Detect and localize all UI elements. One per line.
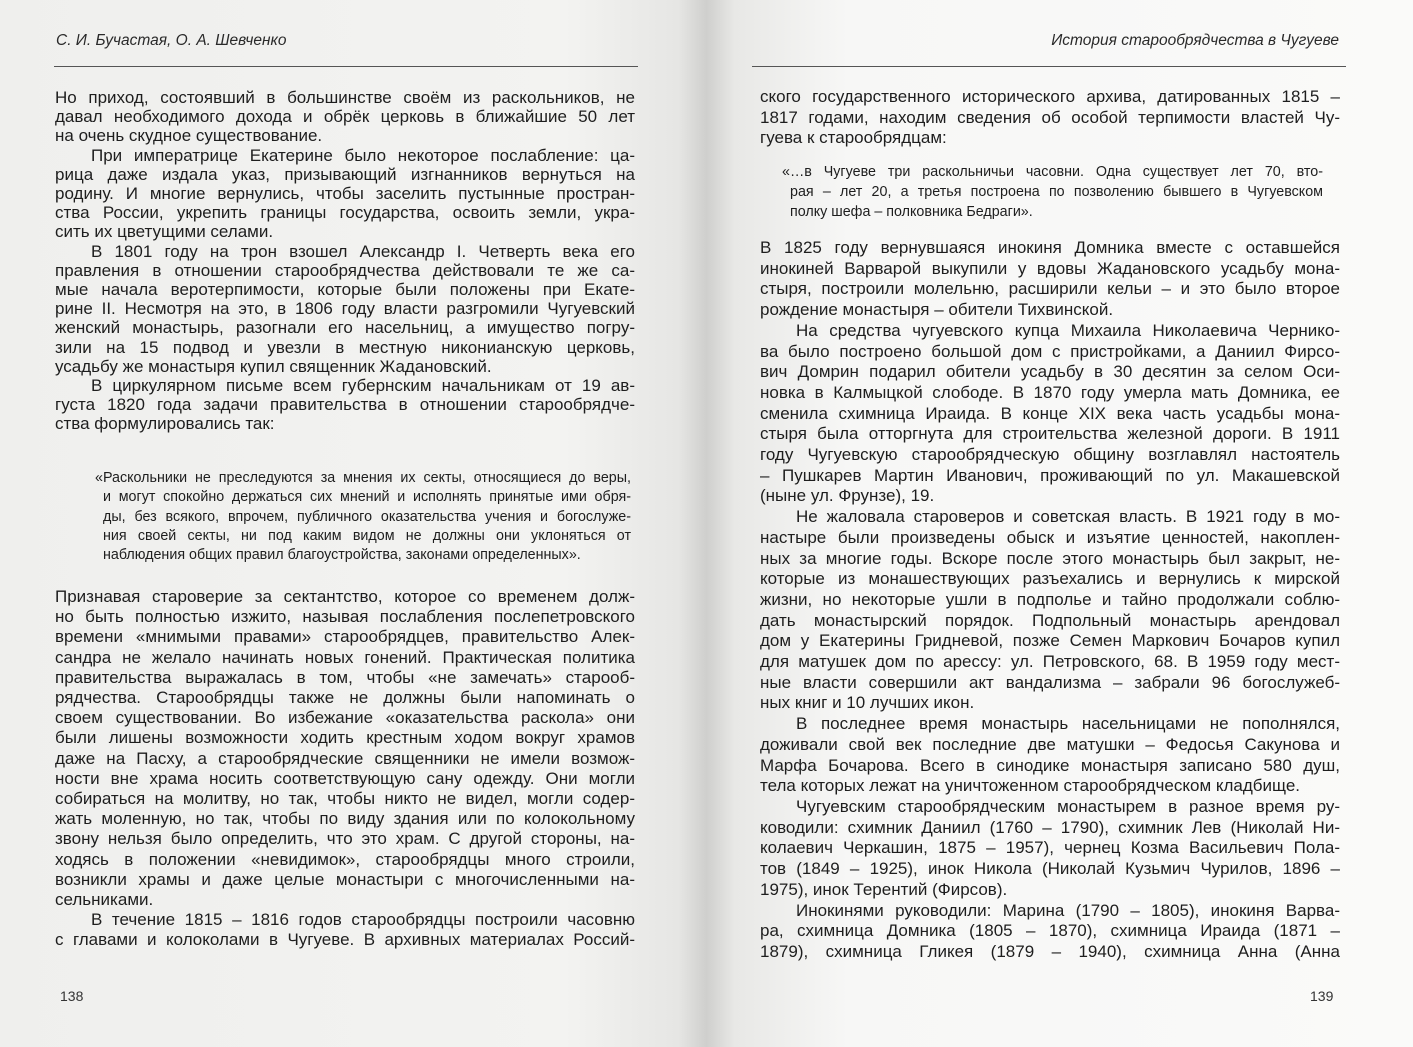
text-line: 1817 годами, находим сведения об особой терпимости властей Чу- xyxy=(760,107,1340,127)
left-quote xyxy=(95,469,631,565)
text-line: дать монастырский порядок. Подпольный монастырь арендовал xyxy=(760,610,1340,630)
text-line: звону нельзя было определить, что это храм. С другой стороны, на- xyxy=(55,829,635,849)
text-line: рая – лет 20, а третья построена по позволению бывшего в Чугуевском xyxy=(790,184,1323,200)
right-body-top xyxy=(760,87,1340,149)
text-line: «Раскольники не преследуются за мнения их секты, относящиеся до веры, xyxy=(95,470,631,486)
paragraph xyxy=(760,87,1340,149)
paragraph xyxy=(55,88,635,146)
right-quote xyxy=(782,162,1323,222)
text-line: мые начала веротерпимости, которые были положены при Екате- xyxy=(55,280,635,300)
text-line: были лишены возможности ходить крестным ходом вокруг храмов xyxy=(55,728,635,748)
text-line: вич Домрин подарил обители усадьбу в 30 десятин за селом Оси- xyxy=(760,362,1340,382)
header-rule xyxy=(54,66,638,67)
paragraph xyxy=(55,242,635,376)
text-line: гуева к старообрядцам: xyxy=(760,128,947,147)
text-line: усадьбу же монастыря купил священник Жадановский. xyxy=(55,356,492,376)
paragraph xyxy=(760,507,1340,714)
paragraph xyxy=(55,146,635,242)
text-line: Чугуевским старообрядческим монастырем в разное время ру- xyxy=(796,796,1340,816)
text-line: ных за многие годы. Вскоре после этого монастырь был закрыт, не- xyxy=(760,548,1340,568)
text-line: 1975), инок Терентий (Фирсов). xyxy=(760,879,1008,899)
paragraph xyxy=(760,797,1340,901)
text-line: на очень скудное существование. xyxy=(55,126,323,146)
text-line: ра, схимница Домника (1805 – 1870), схимница Ираида (1871 – xyxy=(760,921,1340,941)
paragraph xyxy=(760,321,1340,507)
text-line: ные власти совершили акт вандализма – забрали 96 богослужеб- xyxy=(760,672,1340,692)
text-line: В 1801 году на трон взошел Александр I. Четверть века его xyxy=(91,241,635,261)
text-line: правительства выражалась в том, чтобы «не замечать» старооб- xyxy=(55,667,635,687)
text-line: Не жаловала староверов и советская власть. В 1921 году в мо- xyxy=(796,507,1340,527)
header-rule xyxy=(752,66,1346,67)
quotation xyxy=(95,469,631,565)
text-line: рица даже издала указ, призывающий изгнанников вернуться на xyxy=(55,164,635,184)
paragraph xyxy=(55,376,635,434)
text-line: но быть полностью изжито, называя послабления послепетровского xyxy=(55,607,635,627)
text-line: ния своей секты, ни под каким видом не должны они уклоняться от xyxy=(103,527,631,544)
text-line: стыря, построили молельню, расширили кельи – и это было второе xyxy=(760,279,1340,299)
text-line: родину. И многие вернулись, чтобы заселить пустынные простран- xyxy=(55,184,635,204)
text-line: рождение монастыря – обители Тихвинской. xyxy=(760,300,1114,320)
text-line: своем существовании. Во избежание «оказательства раскола» они xyxy=(55,708,635,728)
text-line: (ныне ул. Фрунзе), 19. xyxy=(760,486,935,506)
text-line: новка в Калмыцкой слободе. В 1870 году умерла мать Домника, ее xyxy=(760,382,1340,402)
text-line: рядчества. Старообрядцы также не должны были напоминать о xyxy=(55,688,635,708)
right-page-number: 139 xyxy=(1310,988,1334,1004)
paragraph xyxy=(55,587,635,910)
text-line: сменила схимница Ираида. В конце XIX века часть усадьбы мона- xyxy=(760,403,1340,423)
text-line: При императрице Екатерине было некоторое послабление: ца- xyxy=(91,145,635,165)
text-line: колаевич Черкашин, 1875 – 1957), чернец Козма Васильевич Пола- xyxy=(760,838,1340,858)
text-line: ходясь в положении «невидимок», старообрядцы много строили, xyxy=(55,849,635,869)
text-line: ства формулировались так: xyxy=(55,414,275,434)
text-line: ды, без всякого, впрочем, публичного оказательства учения и богослуже- xyxy=(103,508,631,525)
text-line: полку шефа – полковника Бедраги». xyxy=(790,204,1033,220)
text-line: времени «мнимыми правами» старообрядцев, правительство Алек- xyxy=(55,627,635,647)
text-line: Марфа Бочарова. Всего в синодике монастыря записано 580 душ, xyxy=(760,755,1340,775)
text-line: тов (1849 – 1925), инок Никола (Николай Кузьмич Чурилов, 1896 – xyxy=(760,859,1340,879)
text-line: ства России, укрепить границы государства, освоить земли, укра- xyxy=(55,203,635,223)
right-running-head: История старообрядчества в Чугуеве xyxy=(1051,32,1339,49)
text-line: Признавая староверие за сектантство, которое со временем долж- xyxy=(55,587,635,606)
text-line: возникли храмы и даже целые монастыри с многочисленными на- xyxy=(55,869,635,889)
text-line: правления в отношении старообрядчества действовали те же са- xyxy=(55,260,635,280)
text-line: ского государственного исторического архива, датированных 1815 – xyxy=(760,87,1340,106)
text-line: году Чугуевскую старообрядческую общину возглавлял настоятель xyxy=(760,445,1340,465)
paragraph xyxy=(55,910,635,950)
text-line: ности вне храма носить соответствующую сану одежду. Они могли xyxy=(55,768,635,788)
text-line: Инокинями руководили: Марина (1790 – 1805), инокиня Варва- xyxy=(796,900,1340,920)
text-line: наблюдения общих правил благоустройства, законами определенных». xyxy=(103,547,581,564)
text-line: даже на Пасху, а старообрядческие священники не имели возмож- xyxy=(55,748,635,768)
text-line: настыре были произведены обыск и изъятие ценностей, накоплен- xyxy=(760,527,1340,547)
text-line: женский монастырь, разогнали его насельниц, а имущество погру- xyxy=(55,318,635,338)
text-line: жизни, но некоторые ушли в подполье и тайно продолжали соблю- xyxy=(760,589,1340,609)
left-body-top xyxy=(55,88,635,434)
text-line: давал необходимого дохода и обрёк церковь в ближайшие 50 лет xyxy=(55,107,635,127)
text-line: ных книг и 10 лучших икон. xyxy=(760,693,975,713)
text-line: стыря была отторгнута для строительства железной дороги. В 1911 xyxy=(760,424,1340,444)
text-line: ководили: схимник Даниил (1760 – 1790), схимник Лев (Николай Ни- xyxy=(760,817,1340,837)
text-line: ва было построено большой дом с пристройками, а Даниил Фирсо- xyxy=(760,341,1340,361)
text-line: жать моленную, но так, чтобы по виду здания или по колокольному xyxy=(55,809,635,829)
text-line: «…в Чугуеве три раскольничьи часовни. Одна существует лет 70, вто- xyxy=(782,164,1323,180)
text-line: дом у Екатерины Гридневой, позже Семен Маркович Бочаров купил xyxy=(760,631,1340,651)
text-line: доживали свой век последние две матушки – Федосья Сакунова и xyxy=(760,734,1340,754)
text-line: В циркулярном письме всем губернским начальникам от 19 ав- xyxy=(91,376,635,396)
text-line: тела которых лежат на уничтоженном старообрядческом кладбище. xyxy=(760,776,1300,796)
text-line: В течение 1815 – 1816 годов старообрядцы построили часовню xyxy=(91,910,635,930)
text-line: с главами и колоколами в Чугуеве. В архивных материалах Россий- xyxy=(55,930,635,950)
text-line: В последнее время монастырь насельницами не пополнялся, xyxy=(796,714,1340,734)
text-line: и могут спокойно держаться сих мнений и исполнять принятые ими обря- xyxy=(103,489,631,506)
text-line: рине II. Несмотря на это, в 1806 году власти разгромили Чугуевский xyxy=(55,299,635,319)
text-line: Но приход, состоявший в большинстве своём из раскольников, не xyxy=(55,88,635,107)
text-line: густа 1820 года задачи правительства в отношении старообрядче- xyxy=(55,395,635,415)
paragraph xyxy=(760,901,1340,963)
quotation xyxy=(782,162,1323,222)
paragraph xyxy=(760,714,1340,797)
text-line: которые из монашествующих разъехались и вернулись к мирской xyxy=(760,569,1340,589)
text-line: – Пушкарев Мартин Иванович, проживающий по ул. Макашевской xyxy=(760,465,1340,485)
left-page-number: 138 xyxy=(60,988,84,1004)
text-line: зили на 15 подвод и увезли в местную никонианскую церковь, xyxy=(55,337,635,357)
paragraph xyxy=(760,238,1340,321)
text-line: В 1825 году вернувшаяся инокиня Домника вместе с оставшейся xyxy=(760,238,1340,257)
text-line: На средства чугуевского купца Михаила Николаевича Чернико- xyxy=(796,320,1340,340)
right-body-bottom xyxy=(760,238,1340,963)
text-line: собираться на молитву, но так, чтобы никто не видел, могли содер- xyxy=(55,789,635,809)
left-running-head: С. И. Бучастая, О. А. Шевченко xyxy=(56,32,287,49)
text-line: сандра не желало начинать новых гонений. Практическая политика xyxy=(55,647,635,667)
left-body-bottom xyxy=(55,587,635,951)
text-line: для матушек дом по арессу: ул. Петровского, 68. В 1959 году мест- xyxy=(760,652,1340,672)
text-line: 1879), схимница Гликея (1879 – 1940), схимница Анна (Анна xyxy=(760,941,1340,961)
text-line: сельниками. xyxy=(55,890,154,910)
text-line: сить их цветущими селами. xyxy=(55,222,274,242)
text-line: инокиней Варварой выкупили у вдовы Жадановского усадьбу мона- xyxy=(760,258,1340,278)
